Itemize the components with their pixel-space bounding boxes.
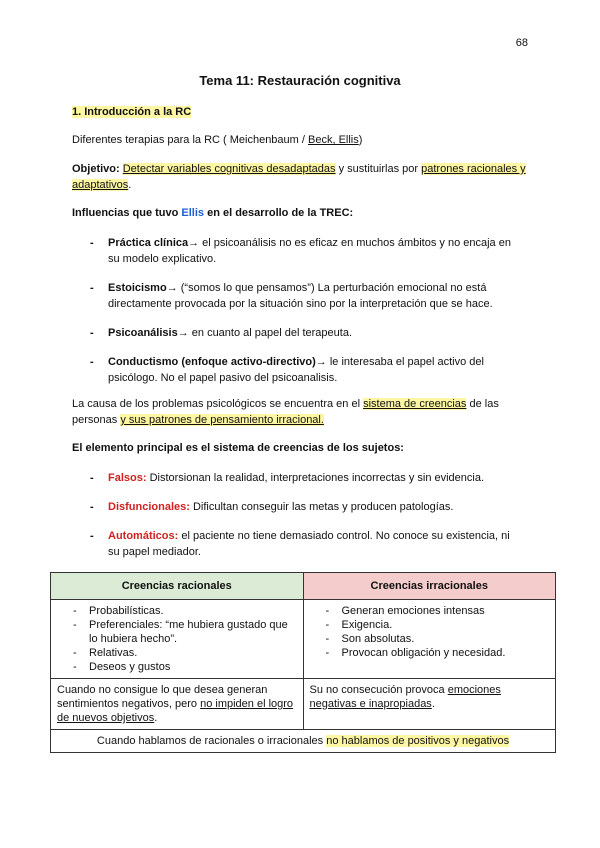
influence-term: Práctica clínica bbox=[108, 237, 189, 249]
belief-types-list bbox=[90, 470, 522, 560]
therapies-close: ) bbox=[358, 134, 363, 146]
table-row bbox=[51, 679, 556, 730]
influence-item bbox=[90, 325, 522, 341]
belief-type-item bbox=[90, 499, 522, 515]
objective-part1: Detectar variables cognitivas desadaptadas bbox=[122, 163, 336, 175]
influence-item bbox=[90, 235, 522, 267]
main-element-heading: El elemento principal es el sistema de creencias de los sujetos: bbox=[72, 442, 404, 454]
influence-term: Psicoanálisis bbox=[108, 327, 178, 339]
rational-note-cell bbox=[51, 679, 304, 730]
irrational-list bbox=[310, 604, 550, 660]
rational-note-pre: Cuando no consigue lo que desea generan sentimientos negativos, pero bbox=[57, 684, 268, 710]
belief-type-item bbox=[90, 528, 522, 560]
belief-term: Falsos: bbox=[108, 472, 147, 484]
page-number: 68 bbox=[515, 37, 528, 49]
belief-text: Dificultan conseguir las metas y producen patologías. bbox=[189, 501, 454, 513]
objective-label: Objetivo: bbox=[72, 163, 120, 175]
cause-highlight-1: sistema de creencias bbox=[363, 398, 467, 410]
objective-middle: y sustituirlas por bbox=[335, 163, 422, 175]
irrational-note-pre: Su no consecución provoca bbox=[309, 684, 448, 696]
influence-text: → el psicoanálisis no es eficaz en muchos ámbitos y no encaja en su modelo explicativo. bbox=[108, 237, 511, 265]
list-item: - Generan emociones intensas bbox=[326, 604, 550, 618]
influence-term: Conductismo (enfoque activo-directivo) bbox=[108, 356, 316, 368]
ellis-name: Ellis bbox=[181, 207, 205, 219]
belief-term: Disfuncionales: bbox=[108, 501, 190, 513]
list-item: - Provocan obligación y necesidad. bbox=[326, 646, 550, 660]
influence-text: → en cuanto al papel del terapeuta. bbox=[177, 327, 353, 339]
therapies-text: Diferentes terapias para la RC ( Meichenbaum / bbox=[72, 134, 308, 146]
list-item: - Son absolutas. bbox=[326, 632, 550, 646]
list-item: - Deseos y gustos bbox=[73, 660, 297, 674]
table-row bbox=[51, 600, 556, 679]
irrational-note-cell bbox=[303, 679, 556, 730]
influence-item bbox=[90, 280, 522, 312]
page-title: Tema 11: Restauración cognitiva bbox=[199, 73, 401, 88]
belief-text: el paciente no tiene demasiado control. No conoce su existencia, ni su papel mediador. bbox=[108, 530, 510, 558]
objective-end: . bbox=[128, 179, 132, 191]
objective-paragraph bbox=[72, 161, 528, 193]
cause-highlight-2: y sus patrones de pensamiento irracional. bbox=[120, 414, 324, 426]
influence-term: Estoicismo bbox=[108, 282, 167, 294]
table-footer bbox=[51, 730, 556, 753]
influence-text: → le interesaba el papel activo del psicólogo. No el papel pasivo del psicoanalisis. bbox=[108, 356, 484, 384]
influences-heading bbox=[72, 205, 528, 221]
influences-post: en el desarrollo de la TREC: bbox=[204, 207, 354, 219]
therapies-line bbox=[72, 132, 528, 148]
irrational-note-post: . bbox=[431, 698, 435, 710]
beck-ellis-link[interactable]: Beck, Ellis bbox=[308, 134, 359, 146]
irrational-cell bbox=[303, 600, 556, 679]
influences-pre: Influencias que tuvo bbox=[72, 207, 182, 219]
objective-part2: patrones racionales y adaptativos bbox=[72, 163, 526, 191]
footer-highlight: no hablamos de positivos y negativos bbox=[326, 735, 510, 747]
influence-text: → (“somos lo que pensamos”) La perturbación emocional no está directamente provocada por la situación sino por la interpretación que se hace. bbox=[108, 282, 493, 310]
footer-pre: Cuando hablamos de racionales o irracionales bbox=[96, 735, 327, 747]
header-irrational: Creencias irracionales bbox=[303, 573, 556, 600]
cause-paragraph bbox=[72, 396, 528, 428]
list-item: - Preferenciales: “me hubiera gustado que lo hubiera hecho”. bbox=[73, 618, 297, 646]
beliefs-table bbox=[50, 572, 556, 753]
belief-term: Automáticos: bbox=[108, 530, 179, 542]
section-heading bbox=[72, 104, 528, 120]
list-item: - Exigencia. bbox=[326, 618, 550, 632]
table-header-row bbox=[51, 573, 556, 600]
section-heading-text: 1. Introducción a la RC bbox=[72, 106, 192, 118]
rational-note-underlined: no impiden el logro de nuevos objetivos bbox=[57, 698, 294, 724]
rational-note-post: . bbox=[154, 712, 158, 724]
header-rational: Creencias racionales bbox=[51, 573, 304, 600]
table-footer-row bbox=[51, 730, 556, 753]
list-item: - Probabilísticas. bbox=[73, 604, 297, 618]
belief-text: Distorsionan la realidad, interpretaciones incorrectas y sin evidencia. bbox=[146, 472, 485, 484]
influence-list bbox=[90, 235, 522, 386]
rational-list bbox=[57, 604, 297, 674]
influence-item bbox=[90, 354, 522, 386]
irrational-note-underlined: emociones negativas e inapropiadas bbox=[309, 684, 501, 710]
belief-type-item bbox=[90, 470, 522, 486]
cause-mid: de las personas bbox=[72, 398, 499, 426]
list-item: - Relativas. bbox=[73, 646, 297, 660]
cause-pre: La causa de los problemas psicológicos se encuentra en el bbox=[72, 398, 364, 410]
rational-cell bbox=[51, 600, 304, 679]
